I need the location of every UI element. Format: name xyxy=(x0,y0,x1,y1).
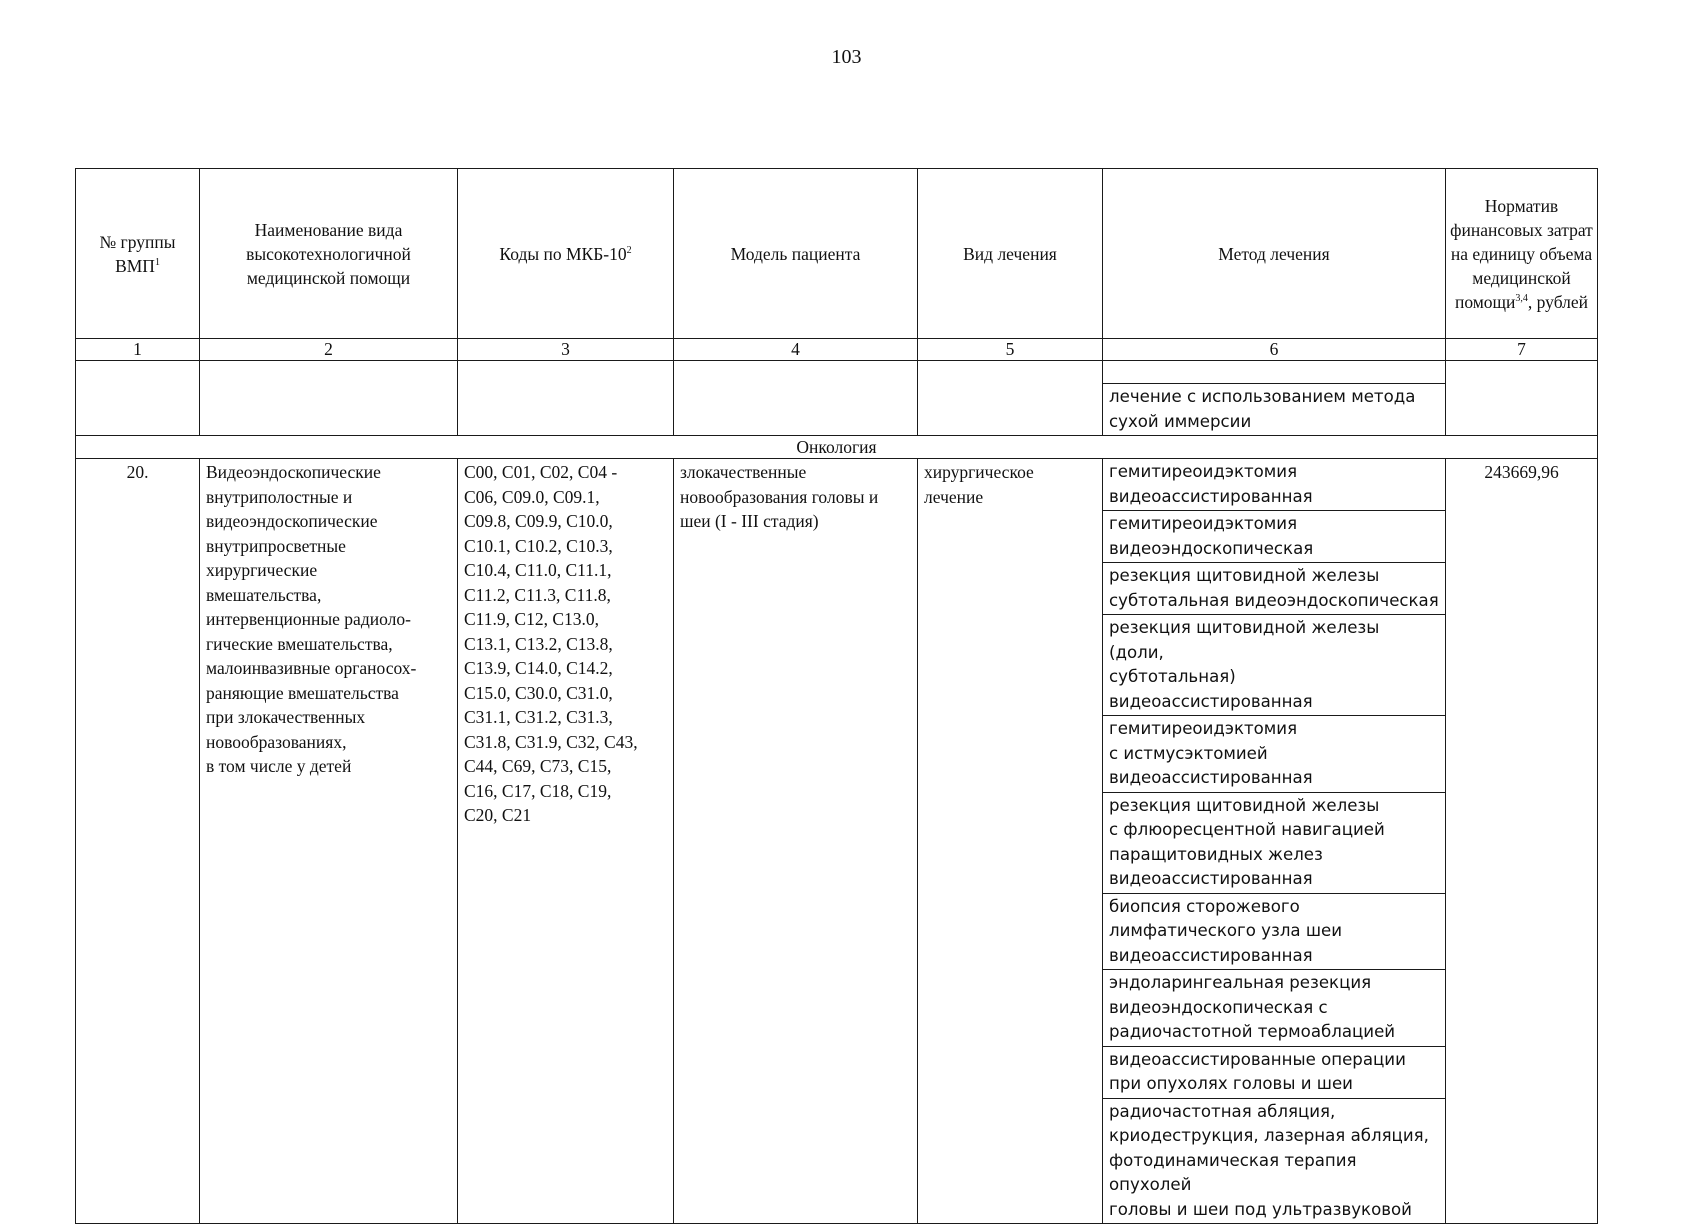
section-row xyxy=(76,436,1598,459)
header-codes: Коды по МКБ-$10^2$ xyxy=(458,169,674,339)
empty-cell xyxy=(200,361,458,436)
header-cost: Норматив финансовых затрат на единицу объема медицинской помощи$^{3,4}$, рублей xyxy=(1446,169,1598,339)
continued-row-top xyxy=(76,361,1598,384)
method-item: эндоларингеальная резекция видеоэндоскопическая с радиочастотной термоаблацией xyxy=(1103,970,1446,1047)
header-patient-model: Модель пациента xyxy=(674,169,918,339)
column-number: 6 xyxy=(1103,339,1446,361)
empty-method-cell xyxy=(1103,361,1446,384)
method-item: гемитиреоидэктомия видеоассистированная xyxy=(1103,459,1446,511)
column-number: 4 xyxy=(674,339,918,361)
empty-cell xyxy=(458,361,674,436)
page-number: 103 xyxy=(831,46,862,68)
method-item: резекция щитовидной железы (доли, субтотальная) видеоассистированная xyxy=(1103,615,1446,716)
column-number: 3 xyxy=(458,339,674,361)
continued-method: лечение с использованием метода сухой иммерсии xyxy=(1103,384,1446,436)
column-number: 5 xyxy=(918,339,1103,361)
method-item: биопсия сторожевого лимфатического узла шеи видеоассистированная xyxy=(1103,893,1446,970)
method-item: гемитиреоидэктомия с истмусэктомией видеоассистированная xyxy=(1103,716,1446,793)
column-number: 7 xyxy=(1446,339,1598,361)
header-method: Метод лечения xyxy=(1103,169,1446,339)
cost-value: 243669,96 xyxy=(1446,459,1598,1224)
column-number: 1 xyxy=(76,339,200,361)
method-item: резекция щитовидной железы субтотальная видеоэндоскопическая xyxy=(1103,563,1446,615)
treatment-type: хирургическое лечение xyxy=(918,459,1103,1224)
method-item: гемитиреоидэктомия видеоэндоскопическая xyxy=(1103,511,1446,563)
header-treatment-type: Вид лечения xyxy=(918,169,1103,339)
header-name: Наименование вида высокотехнологичной медицинской помощи xyxy=(200,169,458,339)
empty-cell xyxy=(1446,361,1598,436)
group-row xyxy=(76,459,1598,511)
header-group: № группы ВМП$^1$ xyxy=(76,169,200,339)
group-name: Видеоэндоскопические внутриполостные и видеоэндоскопические внутрипросветные хирургические вмешательства, интервенционные радиоло- гические вмешательства, малоинвазивные органосох- раняющие вмешательства при злокачественных новообразованиях, в том числе у детей xyxy=(200,459,458,1224)
empty-cell xyxy=(76,361,200,436)
section-title: Онкология xyxy=(76,436,1598,459)
method-item: резекция щитовидной железы с флюоресцентной навигацией паращитовидных желез видеоассистированная xyxy=(1103,792,1446,893)
method-item: радиочастотная абляция, криодеструкция, лазерная абляция, фотодинамическая терапия опухолей головы и шеи под ультразвуковой xyxy=(1103,1098,1446,1224)
column-number: 2 xyxy=(200,339,458,361)
group-number: 20. xyxy=(76,459,200,1224)
column-numbers-row xyxy=(76,339,1598,361)
empty-cell xyxy=(674,361,918,436)
icd-codes: C00, C01, C02, C04 - C06, C09.0, C09.1, C09.8, C09.9, C10.0, C10.1, C10.2, C10.3, C10.4, C11.0, C11.1, C11.2, C11.3, C11.8, C11.9, C12, C13.0, C13.1, C13.2, C13.8, C13.9, C14.0, C14.2, C15.0, C30.0, C31.0, C31.1, C31.2, C31.3, C31.8, C31.9, C32, C43, C44, C69, C73, C15, C16, C17, C18, C19, C20, C21 xyxy=(458,459,674,1224)
patient-model: злокачественные новообразования головы и шеи (I - III стадия) xyxy=(674,459,918,1224)
vmp-table xyxy=(75,168,1598,1224)
header-row xyxy=(76,169,1598,339)
method-item: видеоассистированные операции при опухолях головы и шеи xyxy=(1103,1046,1446,1098)
empty-cell xyxy=(918,361,1103,436)
